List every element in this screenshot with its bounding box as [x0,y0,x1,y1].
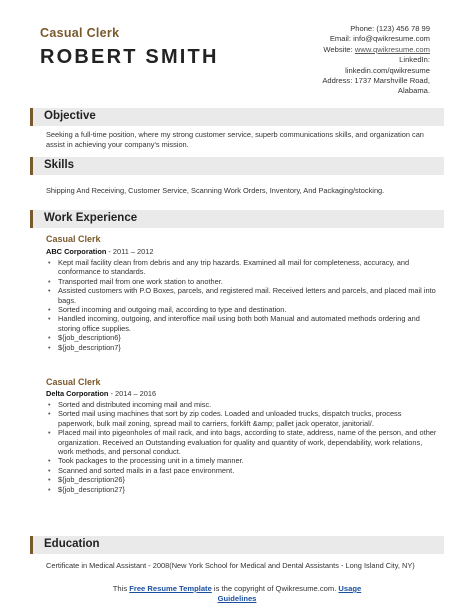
skills-text: Shipping And Receiving, Customer Service, Scanning Work Orders, Inventory, And Packaging/stocking. [46,186,385,195]
job-role: Casual Clerk [46,234,101,244]
website-link[interactable]: www.qwikresume.com [354,44,430,54]
job-bullet-list [46,258,438,352]
section-accent-bar [30,157,33,175]
contact-email: Email: info@qwikresume.com [329,34,430,44]
job-company-line [46,247,153,256]
skills-title: Skills [44,159,75,171]
list-item: • Scanned and sorted mails in a fast pace environment. [46,466,438,475]
list-item: • ${job_description27} [46,485,438,494]
list-item: • ${job_description26} [46,475,438,484]
objective-title: Objective [44,110,96,122]
website-label: Website: [323,44,355,54]
job-bullet-list [46,400,438,494]
objective-text: Seeking a full-time position, where my strong customer service, superb communications skills, and organization can assist in achieving your company's mission. [46,130,424,149]
list-item: • ${job_description7} [46,343,438,352]
list-item: • Kept mail facility clean from debris and any trip hazards. Examined all mail for completeness, accuracy, and conformance to standards. [46,258,438,277]
list-item: • Sorted mail using machines that sort by zip codes. Loaded and unloaded trucks, dispatch trucks, process paperwork, bulk mail zoning, spread mail to carriers, forklift &amp; pallet jack operator, janitorial/. [46,409,438,428]
job-role: Casual Clerk [46,377,101,387]
footer-prefix: This [112,584,130,593]
list-item: • Placed mail into pigeonholes of mail rack, and into bags, according to state, address, name of the person, and other organization. Received an Outstanding evaluation for quality and quantity of work, dependability, work relations, work methods, and personal conduct. [46,428,438,456]
section-accent-bar [30,108,33,126]
section-accent-bar [30,210,33,228]
job-company-line [46,389,156,398]
job-company: ABC Corporation [46,247,107,256]
contact-linkedin-value: linkedin.com/qwikresume [345,65,430,75]
section-accent-bar [30,536,33,554]
contact-block [220,24,430,97]
job-dates: - 2011 – 2012 [106,247,154,256]
list-item: • Sorted and distributed incoming mail and misc. [46,400,438,409]
free-resume-template-link[interactable]: Free Resume Template [129,584,212,593]
usage-guidelines-link-part2[interactable]: Guidelines [217,594,257,603]
education-header [30,536,444,554]
job-company: Delta Corporation [46,389,109,398]
experience-title: Work Experience [44,212,138,224]
contact-linkedin-label: LinkedIn: [399,55,430,65]
education-text: Certificate in Medical Assistant - 2008(New York School for Medical and Dental Assistants - Long Island City, NY) [46,561,415,570]
resume-job-title: Casual Clerk [40,26,120,40]
candidate-name: ROBERT SMITH [40,46,219,68]
list-item: • Assisted customers with P.O Boxes, parcels, and registered mail. Received letters and parcels, and placed mail into bags. [46,286,438,305]
objective-header [30,108,444,126]
usage-guidelines-link-part1[interactable]: Usage [338,584,362,593]
job-dates: - 2014 – 2016 [108,389,157,398]
experience-header [30,210,444,228]
contact-phone: Phone: (123) 456 78 99 [350,24,430,33]
list-item: • Took packages to the processing unit in a timely manner. [46,456,438,465]
skills-header [30,157,444,175]
contact-website [220,45,430,55]
list-item: • ${job_description6} [46,333,438,342]
list-item: • Transported mail from one work station to another. [46,277,438,286]
copyright-footer [0,584,474,604]
list-item: • Sorted incoming and outgoing mail, according to type and destination. [46,305,438,314]
list-item: • Handled incoming, outgoing, and interoffice mail using both both Manual and automated methods ordering and storing office supplies. [46,314,438,333]
education-title: Education [44,538,100,550]
contact-address-line2: Alabama. [397,86,430,96]
contact-address-line1: Address: 1737 Marshville Road, [322,76,430,86]
footer-middle: is the copyright of Qwikresume.com. [211,584,339,593]
